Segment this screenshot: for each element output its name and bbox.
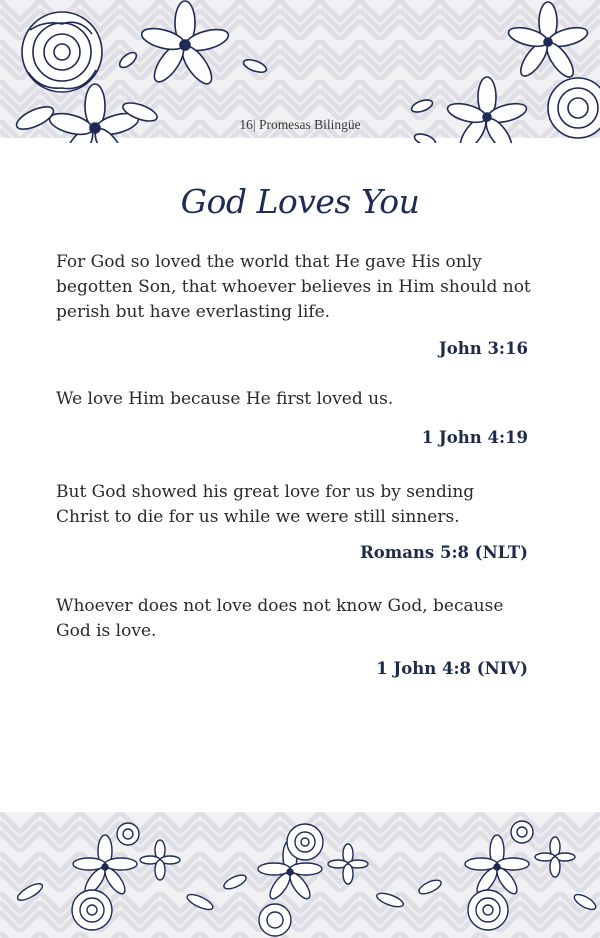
verse-text: We love Him because He first loved us. <box>56 389 394 409</box>
verse-text: For God so loved the world that He gave His only begotten Son, that whoever believes in Him should not perish but have everlasting life. <box>56 252 531 322</box>
verse-text: Whoever does not love does not know God, because God is love. <box>56 596 504 641</box>
floral-band-icon <box>0 812 600 938</box>
verse-reference: Romans 5:8 (NLT) <box>360 543 528 562</box>
verse-text: But God showed his great love for us by sending Christ to die for us while we were still sinners. <box>56 482 475 527</box>
bottom-floral-band <box>0 812 600 938</box>
page-header: 16| Promesas Bilingüe <box>239 117 361 132</box>
verse-reference: 1 John 4:19 <box>421 428 528 447</box>
page-title: God Loves You <box>180 182 420 221</box>
verse-reference: 1 John 4:8 (NIV) <box>376 659 528 678</box>
verse-reference: John 3:16 <box>438 339 528 358</box>
